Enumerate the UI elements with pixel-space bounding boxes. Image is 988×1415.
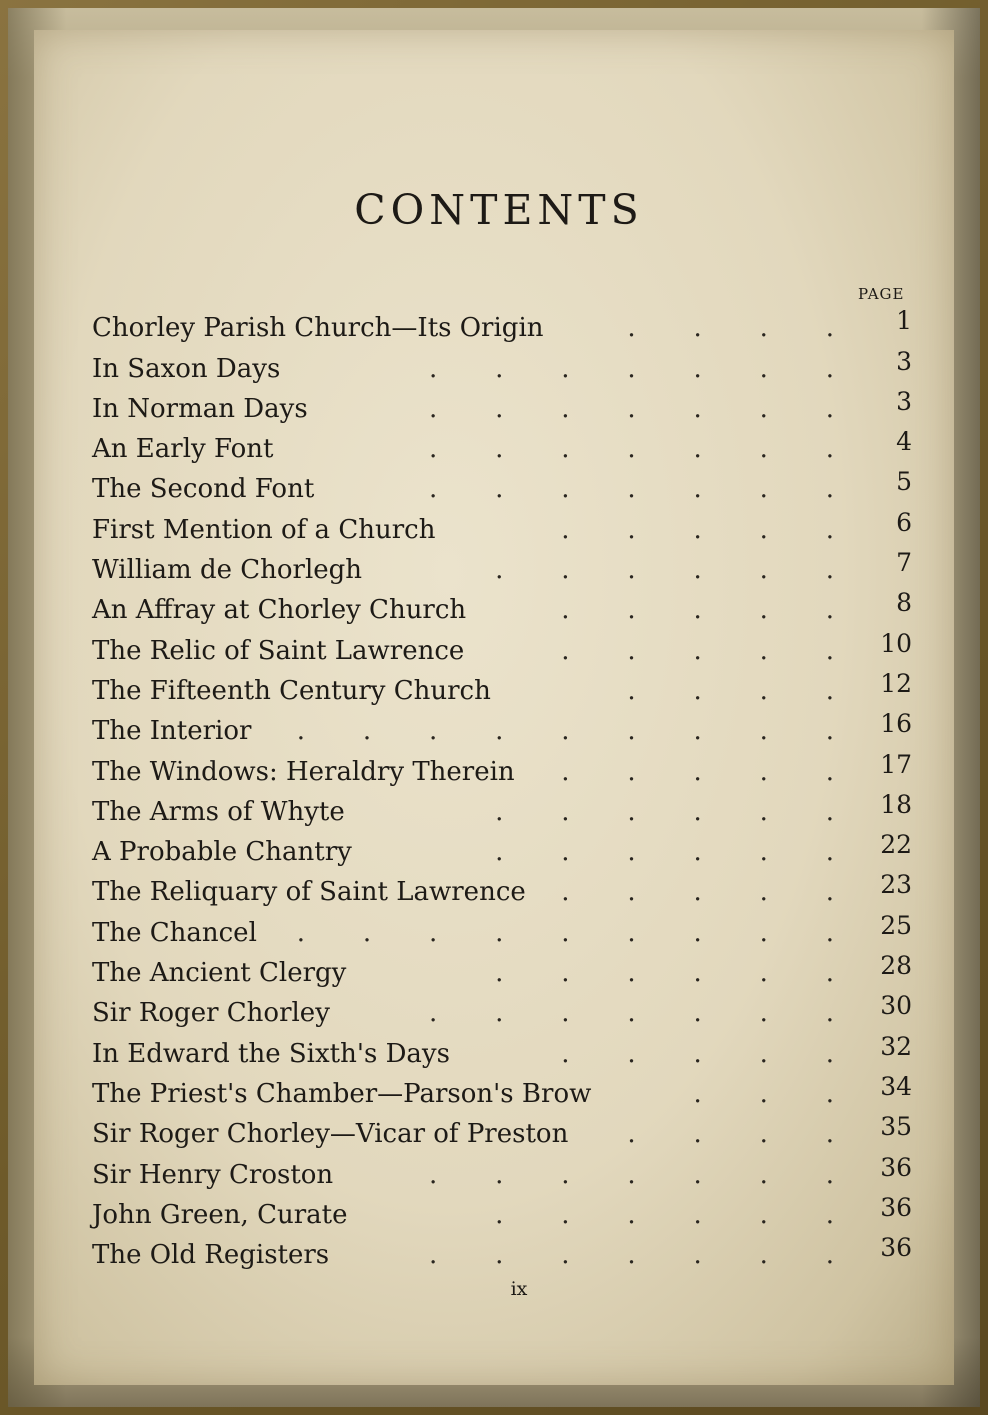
- toc-entry: [92, 589, 918, 629]
- leader-dots: . . . . . . .: [429, 393, 834, 424]
- leader-dots: . . . . .: [561, 756, 834, 787]
- toc-entry: [92, 468, 918, 508]
- toc-entry-page: 35: [880, 1112, 912, 1142]
- toc-entry-title: The Second Font: [92, 474, 315, 505]
- toc-entry-page: 36: [880, 1192, 912, 1222]
- toc-entry-title: The Relic of Saint Lawrence: [92, 635, 465, 666]
- toc-entry-title: The Ancient Clergy: [92, 958, 347, 989]
- toc-entry: [92, 670, 918, 710]
- toc-entry-title: The Fifteenth Century Church: [92, 675, 491, 706]
- leader-dots: . . . . . . .: [429, 353, 834, 384]
- toc-entry-title: First Mention of a Church: [92, 514, 436, 545]
- toc-entry: [92, 307, 918, 347]
- toc-entry-page: 12: [880, 668, 912, 698]
- toc-entry-page: 5: [896, 467, 912, 497]
- toc-entry-title: The Arms of Whyte: [92, 796, 345, 827]
- leader-dots: . . . .: [627, 313, 834, 344]
- leader-dots: . . . . . . . . .: [296, 917, 834, 948]
- leader-dots: . . .: [693, 1078, 834, 1109]
- toc-entry-page: 23: [880, 870, 912, 900]
- toc-entry-title: The Reliquary of Saint Lawrence: [92, 877, 526, 908]
- leader-dots: . . . . . . .: [429, 1159, 834, 1190]
- toc-entry-page: 10: [880, 628, 912, 658]
- toc-entry-page: 22: [880, 830, 912, 860]
- toc-entry: [92, 1153, 918, 1193]
- toc-entry: [92, 710, 918, 750]
- leader-dots: . . . . . .: [495, 796, 834, 827]
- toc-entry-page: 3: [896, 386, 912, 416]
- leader-dots: . . . . . . .: [429, 1240, 834, 1271]
- toc-entry-page: 36: [880, 1233, 912, 1263]
- leader-dots: . . . . . . .: [429, 474, 834, 505]
- leader-dots: . . . . . . .: [429, 434, 834, 465]
- toc-entry: [92, 911, 918, 951]
- toc-entry-title: In Saxon Days: [92, 353, 281, 384]
- toc-entry-page: 30: [880, 991, 912, 1021]
- toc-entry-title: William de Chorlegh: [92, 555, 363, 586]
- toc-entry: [92, 549, 918, 589]
- toc-entry-page: 4: [896, 427, 912, 457]
- toc-entry: [92, 1234, 918, 1274]
- leader-dots: . . . . . .: [495, 837, 834, 868]
- toc-entry-title: Sir Roger Chorley—Vicar of Preston: [92, 1119, 569, 1150]
- toc-entry: [92, 629, 918, 669]
- toc-entry-page: 34: [880, 1071, 912, 1101]
- toc-entry-page: 1: [896, 306, 912, 336]
- toc-entry: [92, 347, 918, 387]
- toc-entry-page: 7: [896, 548, 912, 578]
- toc-entry-page: 32: [880, 1031, 912, 1061]
- toc-entry-page: 3: [896, 346, 912, 376]
- leader-dots: . . . . . . .: [429, 998, 834, 1029]
- toc-entry-title: Sir Henry Croston: [92, 1159, 334, 1190]
- toc-entry: [92, 750, 918, 790]
- toc-entry-title: In Edward the Sixth's Days: [92, 1038, 450, 1069]
- leader-dots: . . . .: [627, 1119, 834, 1150]
- toc-entry: [92, 1073, 918, 1113]
- toc-entry-title: The Chancel: [92, 917, 257, 948]
- toc-entry-page: 8: [896, 588, 912, 618]
- leader-dots: . . . . .: [561, 877, 834, 908]
- toc-entry-title: In Norman Days: [92, 393, 308, 424]
- leader-dots: . . . . . .: [495, 958, 834, 989]
- toc-entry: [92, 871, 918, 911]
- toc-entry: [92, 1113, 918, 1153]
- toc-entry-page: 6: [896, 507, 912, 537]
- toc-entry-title: An Affray at Chorley Church: [92, 595, 467, 626]
- toc-entry: [92, 508, 918, 548]
- toc-entry: [92, 952, 918, 992]
- toc-entry: [92, 1032, 918, 1072]
- leader-dots: . . . . .: [561, 635, 834, 666]
- leader-dots: . . . .: [627, 675, 834, 706]
- toc-entry: [92, 1194, 918, 1234]
- leader-dots: . . . . . .: [495, 1199, 834, 1230]
- toc-entry-title: A Probable Chantry: [92, 837, 352, 868]
- toc-entry: [92, 992, 918, 1032]
- toc-entry-title: An Early Font: [92, 434, 274, 465]
- leader-dots: . . . . . . . . .: [296, 716, 834, 747]
- toc-entry-title: The Interior: [92, 716, 252, 747]
- page-folio: ix: [510, 1278, 528, 1300]
- toc-entry: [92, 428, 918, 468]
- toc-entry-page: 36: [880, 1152, 912, 1182]
- toc-entry-title: The Priest's Chamber—Parson's Brow: [92, 1078, 592, 1109]
- toc-entry-page: 18: [880, 789, 912, 819]
- toc-entry-title: Chorley Parish Church—Its Origin: [92, 313, 544, 344]
- leader-dots: . . . . .: [561, 1038, 834, 1069]
- toc-entry-page: 25: [880, 910, 912, 940]
- page-title: CONTENTS: [354, 186, 644, 234]
- leader-dots: . . . . .: [561, 514, 834, 545]
- table-of-contents: [92, 307, 918, 1274]
- toc-entry-title: The Old Registers: [92, 1240, 330, 1271]
- leader-dots: . . . . .: [561, 595, 834, 626]
- toc-entry-page: 28: [880, 951, 912, 981]
- toc-entry-page: 17: [880, 749, 912, 779]
- toc-entry-title: John Green, Curate: [92, 1199, 348, 1230]
- toc-entry: [92, 831, 918, 871]
- page-column-label: PAGE: [858, 285, 905, 303]
- toc-entry: [92, 791, 918, 831]
- leader-dots: . . . . . .: [495, 555, 834, 586]
- toc-entry: [92, 388, 918, 428]
- toc-entry-title: The Windows: Heraldry Therein: [92, 756, 515, 787]
- toc-entry-title: Sir Roger Chorley: [92, 998, 330, 1029]
- toc-entry-page: 16: [880, 709, 912, 739]
